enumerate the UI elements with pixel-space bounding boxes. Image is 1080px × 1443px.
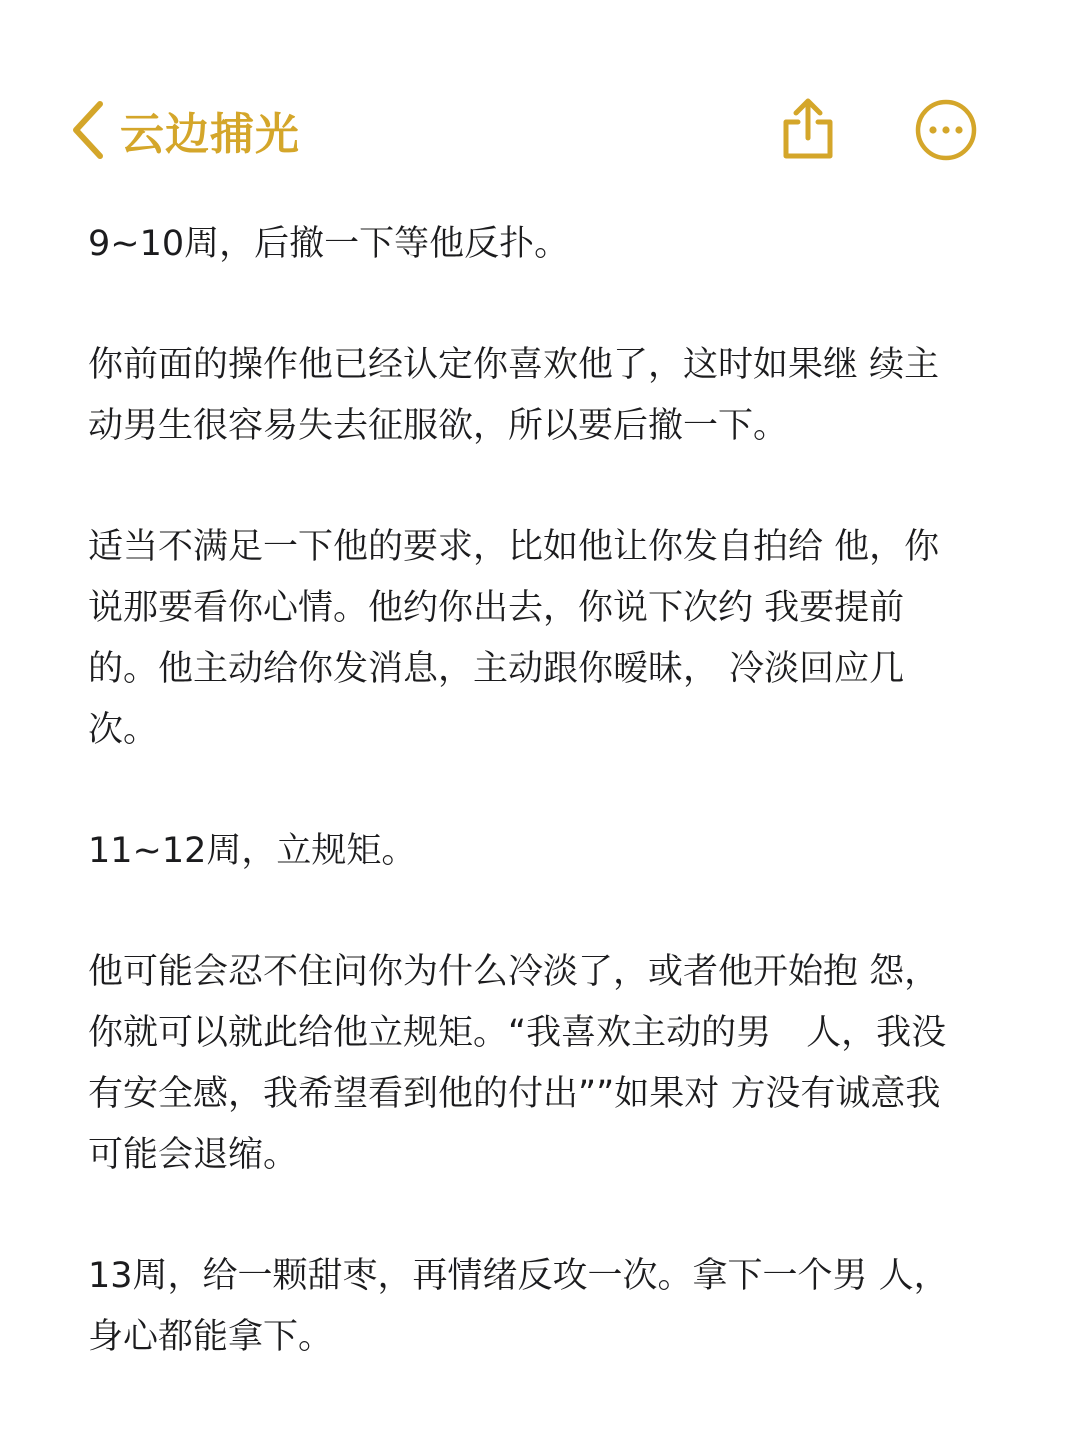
note-paragraph: 13周，给一颗甜枣，再情绪反攻一次。拿下一个男 人，身心都能拿下。 (88, 1256, 949, 1357)
note-paragraph: 他可能会忍不住问你为什么冷淡了，或者他开始抱 怨，你就可以就此给他立规矩。“我喜欢主动的男 人，我没有安全感，我希望看到他的付出””如果对 方没有诚意我可能会退缩。 (88, 952, 947, 1175)
navigation-bar (0, 80, 1080, 180)
back-button[interactable] (70, 98, 300, 162)
chevron-left-icon (70, 100, 106, 160)
share-icon (778, 147, 838, 166)
note-paragraph: 你前面的操作他已经认定你喜欢他了，这时如果继 续主动男生很容易失去征服欲，所以要后撤一下。 (88, 345, 940, 446)
note-paragraph: 适当不满足一下他的要求，比如他让你发自拍给 他，你说那要看你心情。他约你出去，你说下次约 我要提前的。他主动给你发消息，主动跟你暧昧， 冷淡回应几次。 (88, 527, 940, 750)
share-button[interactable] (778, 96, 838, 162)
note-paragraph: 11~12周，立规矩。 (88, 831, 417, 871)
more-button[interactable] (914, 98, 978, 162)
back-label: 云边捕光 (120, 109, 300, 160)
more-circle-icon (914, 147, 978, 166)
note-body[interactable] (88, 214, 968, 1428)
note-paragraph: 9~10周，后撤一下等他反扑。 (88, 224, 570, 264)
